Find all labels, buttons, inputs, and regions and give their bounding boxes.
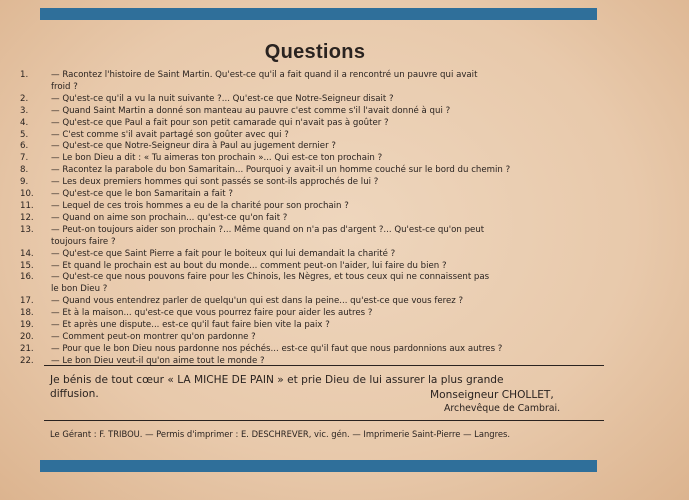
question-text: — Pour que le bon Dieu nous pardonne nos péchés... est-ce qu'il faut que nous pardonnions aux autres ? [51,343,503,354]
signature-title: Archevêque de Cambrai. [444,403,561,414]
question-number: 5. [20,129,29,140]
question-number: 7. [20,153,29,164]
question-number: 14. [20,248,34,259]
question-item [20,225,615,249]
question-number: 18. [20,308,34,319]
question-item [20,118,615,130]
question-item [20,177,615,189]
question-number: 19. [20,320,34,331]
question-text: — Et quand le prochain est au bout du monde... comment peut-on l'aider, lui faire du bien ? [51,260,447,271]
question-text: — Qu'est-ce que nous pouvons faire pour les Chinois, les Nègres, et tous ceux qui ne connaissent pas le bon Dieu ? [51,272,490,295]
question-number: 10. [20,189,34,200]
question-text: — Les deux premiers hommes qui sont passés se sont-ils approchés de lui ? [51,177,379,188]
question-number: 3. [20,105,29,116]
question-number: 16. [20,272,34,283]
question-text: — Racontez l'histoire de Saint Martin. Qu'est-ce qu'il a fait quand il a rencontré un pauvre qui avait froid ? [51,70,478,92]
question-number: 22. [20,355,34,366]
question-number: 21. [20,343,34,354]
question-text: — Peut-on toujours aider son prochain ?... Même quand on n'a pas d'argent ?... Qu'est-ce qu'on peut toujours faire ? [51,224,485,247]
question-text: — Racontez la parabole du bon Samaritain... Pourquoi y avait-il un homme couché sur le bord du chemin ? [51,165,511,176]
question-item [20,320,615,332]
question-item [20,189,615,201]
page-title: Questions [264,41,366,63]
question-text: — Et après une dispute... est-ce qu'il faut faire bien vite la paix ? [51,320,330,331]
question-item [20,249,615,261]
question-text: — Qu'est-ce que Notre-Seigneur dira à Paul au jugement dernier ? [51,141,336,152]
question-number: 4. [20,117,29,128]
question-number: 15. [20,260,34,271]
question-item [20,70,615,94]
question-item [20,272,615,296]
question-item [20,332,615,344]
question-number: 11. [20,200,34,211]
question-item [20,94,615,106]
bottom-blue-band [40,460,597,472]
question-text: — C'est comme s'il avait partagé son goûter avec qui ? [51,129,289,140]
question-number: 8. [20,165,29,176]
question-text: — Qu'est-ce que Paul a fait pour son petit camarade qui n'avait pas à goûter ? [51,117,389,128]
question-number: 20. [20,331,34,342]
question-item [20,261,615,273]
question-text: — Qu'est-ce que le bon Samaritain a fait ? [51,189,233,200]
question-item [20,106,615,118]
question-item [20,344,615,356]
question-number: 12. [20,212,34,223]
question-number: 9. [20,177,29,188]
question-number: 1. [20,70,29,80]
divider-bottom [44,420,604,421]
question-text: — Quand on aime son prochain... qu'est-ce qu'on fait ? [51,212,288,223]
question-item [20,308,615,320]
questions-list [20,70,615,368]
question-text: — Lequel de ces trois hommes a eu de la charité pour son prochain ? [51,200,349,211]
blessing-line-1: Je bénis de tout cœur « LA MICHE DE PAIN » et prie Dieu de lui assurer la plus grande [50,374,504,386]
question-text: — Quand Saint Martin a donné son manteau au pauvre c'est comme s'il l'avait donné à qui ? [51,105,451,116]
blessing-line-2: diffusion. [50,388,99,400]
question-number: 2. [20,93,29,104]
top-blue-band [40,8,597,20]
question-item [20,153,615,165]
question-item [20,130,615,142]
question-text: — Le bon Dieu a dit : « Tu aimeras ton prochain »... Qui est-ce ton prochain ? [51,153,383,164]
question-number: 6. [20,141,29,152]
question-item [20,201,615,213]
question-text: — Quand vous entendrez parler de quelqu'un qui est dans la peine... qu'est-ce que vous ferez ? [51,296,464,307]
signature-block [430,388,610,416]
question-text: — Le bon Dieu veut-il qu'on aime tout le monde ? [51,355,265,366]
question-item [20,296,615,308]
question-item [20,213,615,225]
printer-footer: Le Gérant : F. TRIBOU. — Permis d'imprimer : E. DESCHREVER, vic. gén. — Imprimerie Saint-Pierre — Langres. [50,429,511,439]
signature-name: Monseigneur CHOLLET, [430,389,554,401]
question-item [20,141,615,153]
question-text: — Comment peut-on montrer qu'on pardonne ? [51,331,256,342]
question-number: 13. [20,224,34,235]
question-text: — Qu'est-ce que Saint Pierre a fait pour le boiteux qui lui demandait la charité ? [51,248,396,259]
question-text: — Et à la maison... qu'est-ce que vous pourrez faire pour aider les autres ? [51,308,373,319]
question-number: 17. [20,296,34,307]
question-text: — Qu'est-ce qu'il a vu la nuit suivante ?... Qu'est-ce que Notre-Seigneur disait ? [51,93,394,104]
divider-top [44,365,604,366]
question-item [20,165,615,177]
